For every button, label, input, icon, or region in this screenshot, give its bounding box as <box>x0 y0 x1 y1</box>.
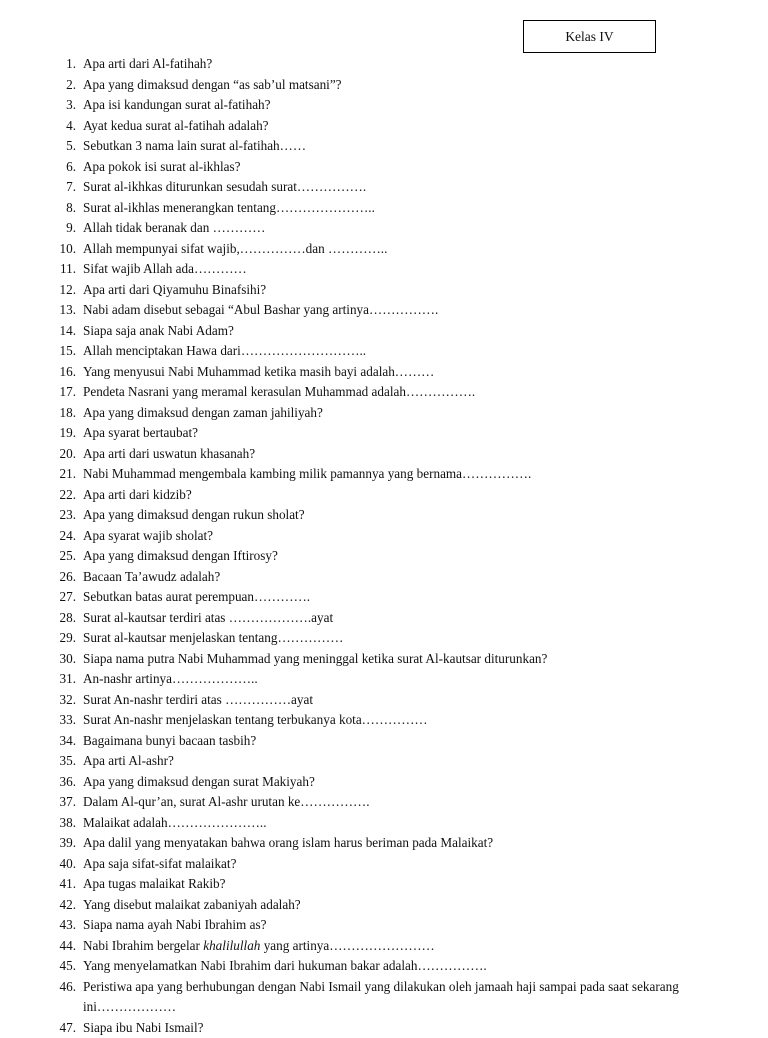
question-text: Apa saja sifat-sifat malaikat? <box>83 856 236 871</box>
question-item <box>0 915 768 936</box>
question-item <box>0 874 768 895</box>
question-text: Surat al-kautsar terdiri atas ……………….ayat <box>83 610 333 625</box>
question-item <box>0 239 768 260</box>
question-item <box>0 710 768 731</box>
question-item <box>0 813 768 834</box>
question-number: 43. <box>0 915 76 936</box>
question-text: Apa yang dimaksud dengan rukun sholat? <box>83 507 305 522</box>
question-number: 11. <box>0 259 76 280</box>
question-item <box>0 546 768 567</box>
question-item <box>0 690 768 711</box>
question-text: Apa isi kandungan surat al-fatihah? <box>83 97 271 112</box>
question-number: 23. <box>0 505 76 526</box>
question-item <box>0 300 768 321</box>
question-text-after: yang artinya…………………… <box>260 938 434 953</box>
question-item <box>0 362 768 383</box>
question-text: Bagaimana bunyi bacaan tasbih? <box>83 733 256 748</box>
question-number: 2. <box>0 75 76 96</box>
question-item <box>0 116 768 137</box>
class-label: Kelas IV <box>565 29 613 45</box>
question-number: 13. <box>0 300 76 321</box>
question-text: Nabi Muhammad mengembala kambing milik pamannya yang bernama……………. <box>83 466 531 481</box>
question-number: 33. <box>0 710 76 731</box>
question-item <box>0 464 768 485</box>
question-text: Peristiwa apa yang berhubungan dengan Nabi Ismail yang dilakukan oleh jamaah haji sampai pada saat sekarang ini……………… <box>83 979 679 1015</box>
question-text: Pendeta Nasrani yang meramal kerasulan Muhammad adalah……………. <box>83 384 475 399</box>
question-item <box>0 567 768 588</box>
question-number: 39. <box>0 833 76 854</box>
question-item <box>0 526 768 547</box>
question-text: Yang disebut malaikat zabaniyah adalah? <box>83 897 301 912</box>
question-number: 42. <box>0 895 76 916</box>
question-number: 12. <box>0 280 76 301</box>
question-text: Nabi adam disebut sebagai “Abul Bashar yang artinya……………. <box>83 302 438 317</box>
question-number: 21. <box>0 464 76 485</box>
question-item <box>0 731 768 752</box>
question-item <box>0 485 768 506</box>
question-text: Yang menyusui Nabi Muhammad ketika masih bayi adalah……… <box>83 364 434 379</box>
question-number: 5. <box>0 136 76 157</box>
question-number: 30. <box>0 649 76 670</box>
question-number: 46. <box>0 977 76 998</box>
question-number: 26. <box>0 567 76 588</box>
question-number: 6. <box>0 157 76 178</box>
question-number: 32. <box>0 690 76 711</box>
question-number: 34. <box>0 731 76 752</box>
question-item <box>0 505 768 526</box>
question-text: Siapa ibu Nabi Ismail? <box>83 1020 204 1035</box>
question-number: 7. <box>0 177 76 198</box>
question-number: 40. <box>0 854 76 875</box>
question-item <box>0 854 768 875</box>
question-text: Apa dalil yang menyatakan bahwa orang islam harus beriman pada Malaikat? <box>83 835 493 850</box>
question-number: 25. <box>0 546 76 567</box>
question-number: 27. <box>0 587 76 608</box>
question-number: 45. <box>0 956 76 977</box>
question-item <box>0 833 768 854</box>
question-number: 1. <box>0 54 76 75</box>
question-item <box>0 751 768 772</box>
question-item <box>0 608 768 629</box>
question-number: 37. <box>0 792 76 813</box>
question-number: 9. <box>0 218 76 239</box>
question-item <box>0 321 768 342</box>
question-text: Surat al-ikhlas menerangkan tentang………………….. <box>83 200 375 215</box>
question-text: Apa pokok isi surat al-ikhlas? <box>83 159 240 174</box>
question-item <box>0 218 768 239</box>
question-item <box>0 649 768 670</box>
question-item <box>0 341 768 362</box>
question-item <box>0 95 768 116</box>
question-number: 3. <box>0 95 76 116</box>
question-number: 36. <box>0 772 76 793</box>
question-number: 18. <box>0 403 76 424</box>
question-text: Siapa saja anak Nabi Adam? <box>83 323 234 338</box>
question-text: Siapa nama ayah Nabi Ibrahim as? <box>83 917 266 932</box>
question-item <box>0 382 768 403</box>
question-text: Sebutkan 3 nama lain surat al-fatihah…… <box>83 138 306 153</box>
question-text-italic: khalilullah <box>203 938 260 953</box>
question-item <box>0 956 768 977</box>
question-text: Yang menyelamatkan Nabi Ibrahim dari hukuman bakar adalah……………. <box>83 958 487 973</box>
question-item <box>0 792 768 813</box>
question-number: 10. <box>0 239 76 260</box>
question-text: An-nashr artinya……………….. <box>83 671 258 686</box>
question-item <box>0 75 768 96</box>
question-text: Allah menciptakan Hawa dari……………………….. <box>83 343 366 358</box>
question-item <box>0 403 768 424</box>
question-item <box>0 1018 768 1038</box>
question-number: 14. <box>0 321 76 342</box>
question-text: Surat al-ikhkas diturunkan sesudah surat……………. <box>83 179 366 194</box>
question-number: 15. <box>0 341 76 362</box>
question-item <box>0 259 768 280</box>
question-text: Apa syarat wajib sholat? <box>83 528 213 543</box>
question-number: 44. <box>0 936 76 957</box>
question-text: Allah mempunyai sifat wajib,……………dan ………….. <box>83 241 387 256</box>
question-text: Apa yang dimaksud dengan “as sab’ul matsani”? <box>83 77 342 92</box>
question-number: 24. <box>0 526 76 547</box>
question-text: Surat An-nashr menjelaskan tentang terbukanya kota…………… <box>83 712 428 727</box>
question-number: 16. <box>0 362 76 383</box>
question-text: Apa yang dimaksud dengan surat Makiyah? <box>83 774 315 789</box>
question-text: Apa syarat bertaubat? <box>83 425 198 440</box>
question-text: Siapa nama putra Nabi Muhammad yang meninggal ketika surat Al-kautsar diturunkan? <box>83 651 547 666</box>
question-item <box>0 54 768 75</box>
question-number: 22. <box>0 485 76 506</box>
question-text: Surat al-kautsar menjelaskan tentang…………… <box>83 630 343 645</box>
question-number: 28. <box>0 608 76 629</box>
question-number: 19. <box>0 423 76 444</box>
class-label-box <box>523 20 656 53</box>
question-number: 4. <box>0 116 76 137</box>
question-number: 38. <box>0 813 76 834</box>
question-number: 29. <box>0 628 76 649</box>
question-item <box>0 772 768 793</box>
question-item <box>0 157 768 178</box>
question-text: Malaikat adalah………………….. <box>83 815 267 830</box>
question-text: Ayat kedua surat al-fatihah adalah? <box>83 118 269 133</box>
question-item <box>0 669 768 690</box>
question-text: Apa arti dari Al-fatihah? <box>83 56 212 71</box>
question-number: 41. <box>0 874 76 895</box>
question-text: Apa tugas malaikat Rakib? <box>83 876 225 891</box>
question-text: Allah tidak beranak dan ………… <box>83 220 265 235</box>
question-text: Sifat wajib Allah ada………… <box>83 261 247 276</box>
question-item <box>0 198 768 219</box>
question-item <box>0 936 768 957</box>
question-number: 31. <box>0 669 76 690</box>
question-item <box>0 280 768 301</box>
question-number: 47. <box>0 1018 76 1038</box>
question-item <box>0 895 768 916</box>
question-text: Sebutkan batas aurat perempuan…………. <box>83 589 310 604</box>
question-item <box>0 177 768 198</box>
question-item <box>0 587 768 608</box>
question-list <box>0 54 768 1038</box>
question-text: Apa arti Al-ashr? <box>83 753 174 768</box>
question-text: Apa arti dari Qiyamuhu Binafsihi? <box>83 282 266 297</box>
question-number: 17. <box>0 382 76 403</box>
question-text: Surat An-nashr terdiri atas ……………ayat <box>83 692 313 707</box>
question-number: 8. <box>0 198 76 219</box>
question-text: Apa arti dari kidzib? <box>83 487 192 502</box>
question-text: Bacaan Ta’awudz adalah? <box>83 569 220 584</box>
question-item <box>0 136 768 157</box>
question-item <box>0 977 768 1018</box>
question-number: 20. <box>0 444 76 465</box>
question-text: Apa yang dimaksud dengan zaman jahiliyah? <box>83 405 323 420</box>
question-item <box>0 628 768 649</box>
question-text: Apa yang dimaksud dengan Iftirosy? <box>83 548 278 563</box>
question-text-before: Nabi Ibrahim bergelar <box>83 938 203 953</box>
question-text: Dalam Al-qur’an, surat Al-ashr urutan ke……………. <box>83 794 370 809</box>
question-text: Apa arti dari uswatun khasanah? <box>83 446 255 461</box>
question-item <box>0 423 768 444</box>
question-number: 35. <box>0 751 76 772</box>
question-item <box>0 444 768 465</box>
